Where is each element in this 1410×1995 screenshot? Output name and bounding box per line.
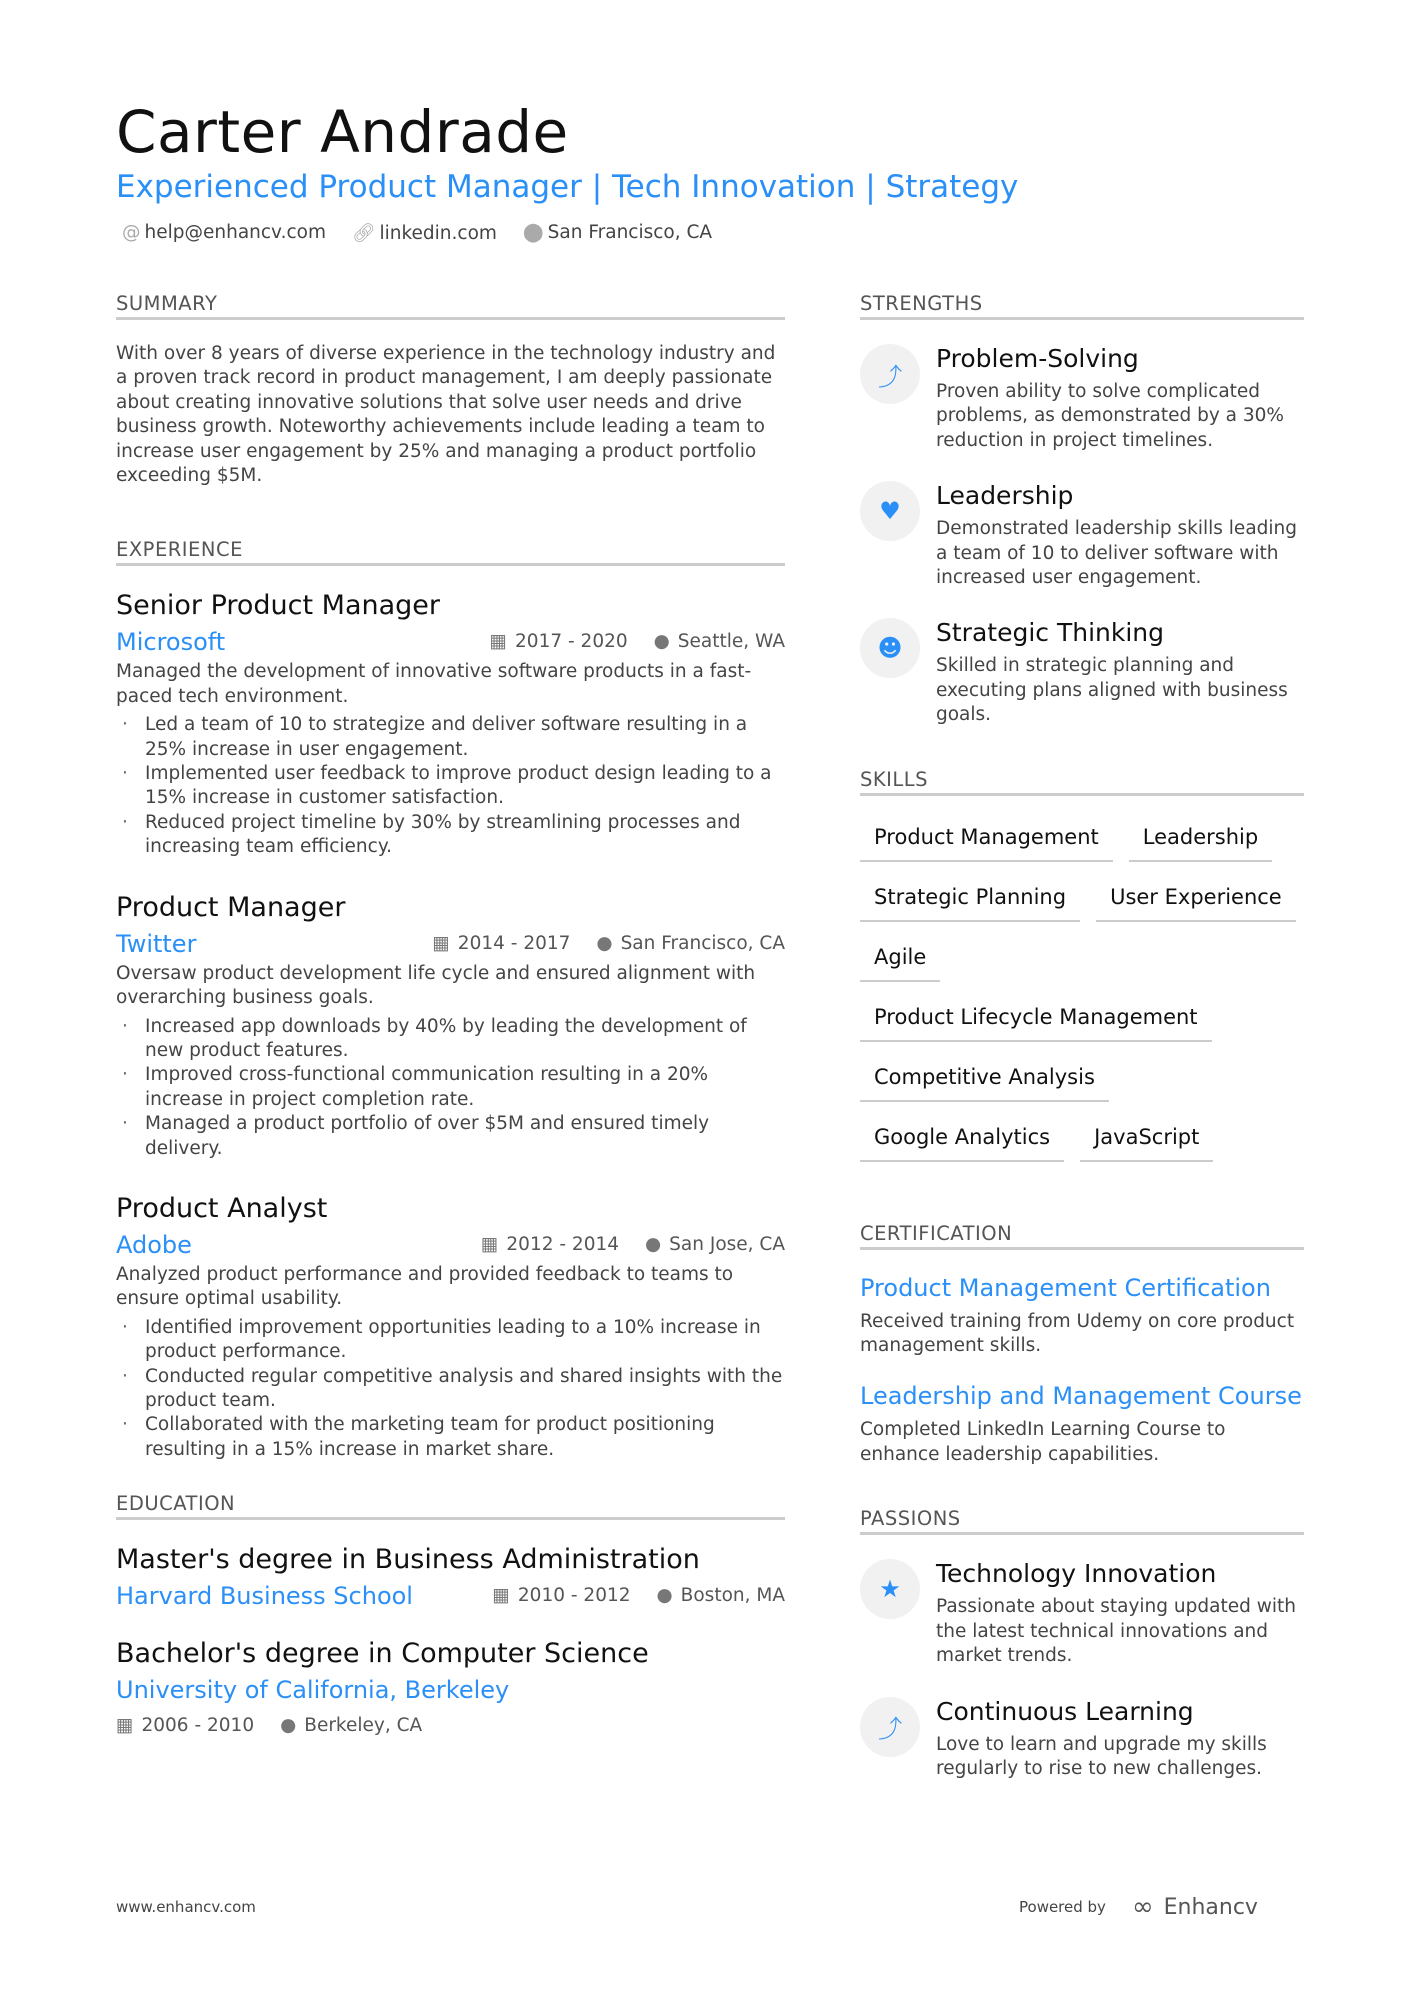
calendar-icon: ▦ (492, 1585, 510, 1607)
school-name: University of California, Berkeley (116, 1676, 510, 1705)
job-bullet: · Managed a product portfolio of over $5M and ensured timely delivery. (116, 1112, 785, 1161)
summary-text: With over 8 years of diverse experience in the technology industry and a proven track record in product management, I am deeply passionate about creating innovative solutions that solve user needs and drive business growth. Noteworthy achievements include leading a team to increase user engagement by 25% and managing a product portfolio exceeding $5M. (116, 343, 776, 487)
company-name: Twitter (116, 929, 197, 958)
at-icon: @ (122, 222, 141, 243)
job-bullet: · Collaborated with the marketing team for product positioning resulting in a 15% increase in market share. (116, 1413, 785, 1462)
location-pin-icon: ● (596, 932, 613, 954)
skill-tag: Product Management (860, 818, 1113, 862)
experience-entry (116, 1191, 785, 1462)
edu-location: Berkeley, CA (304, 1715, 423, 1737)
section-title: STRENGTHS (860, 292, 1304, 320)
location-contact (523, 222, 712, 244)
calendar-icon: ▦ (432, 932, 450, 954)
resume-header (116, 96, 1316, 244)
degree: Bachelor's degree in Computer Science (116, 1638, 649, 1670)
candidate-name: Carter Andrade (116, 98, 569, 166)
powered-by (1019, 1892, 1258, 1922)
location-text: San Francisco, CA (547, 222, 713, 243)
passions-text: Love to learn and upgrade my skills regularly to rise to new challenges. (936, 1733, 1267, 1779)
calendar-icon: ▦ (480, 1233, 499, 1255)
job-dates: 2014 - 2017 (457, 932, 571, 954)
job-bullet: · Reduced project timeline by 30% by streamlining processes and increasing team efficiency. (116, 811, 785, 860)
job-description: Oversaw product development life cycle and ensured alignment with overarching business goals. (116, 962, 756, 1009)
skill-tag: JavaScript (1080, 1118, 1213, 1162)
passions-item (860, 1557, 1304, 1668)
enhancv-logo (1132, 1892, 1258, 1922)
education-section (116, 1492, 785, 1744)
job-dates: 2012 - 2014 (506, 1233, 620, 1255)
passions-item (860, 1695, 1304, 1782)
passions-title: Continuous Learning (936, 1696, 1194, 1726)
job-location: San Jose, CA (669, 1233, 785, 1255)
linkedin-text: linkedin.com (379, 223, 497, 244)
job-bullet: · Improved cross-functional communication resulting in a 20% increase in project completion rate. (116, 1063, 785, 1112)
passions-section (860, 1507, 1304, 1781)
strengths-section (860, 292, 1304, 728)
experience-section (116, 538, 785, 1462)
passions-title: Technology Innovation (936, 1559, 1217, 1589)
email-contact[interactable] (122, 222, 326, 244)
brand-text: Enhancv (1163, 1894, 1258, 1920)
location-pin-icon: ● (656, 1585, 673, 1607)
job-dates: 2017 - 2020 (515, 631, 628, 653)
certification-text: Completed LinkedIn Learning Course to enhance leadership capabilities. (860, 1419, 1226, 1465)
enhancv-logo-icon: ∞ (1131, 1892, 1154, 1922)
strengths-item (860, 342, 1304, 453)
head-icon: ☻ (860, 618, 920, 678)
skill-tag: User Experience (1096, 878, 1296, 922)
edu-dates: 2010 - 2012 (517, 1585, 631, 1607)
linkedin-contact[interactable] (352, 222, 497, 244)
website-link[interactable]: www.enhancv.com (116, 1898, 256, 1916)
candidate-title: Experienced Product Manager | Tech Innovation | Strategy (116, 169, 1019, 205)
certification-section (860, 1222, 1304, 1468)
skill-tag: Google Analytics (860, 1118, 1064, 1162)
strategy-icon: ⤴ (860, 1697, 920, 1757)
section-title: SKILLS (860, 768, 1304, 796)
right-column (860, 292, 1304, 1807)
edu-location: Boston, MA (680, 1585, 785, 1607)
certification-item (860, 1380, 1304, 1467)
contact-info (116, 222, 1316, 244)
strengths-text: Skilled in strategic planning and executing plans aligned with business goals. (936, 655, 1288, 726)
strengths-title: Problem-Solving (936, 344, 1139, 373)
strategy-icon: ⤴ (860, 344, 920, 404)
location-pin-icon: ● (280, 1715, 297, 1737)
strengths-text: Proven ability to solve complicated problems, as demonstrated by a 30% reduction in project timelines. (936, 381, 1284, 451)
job-bullet: · Implemented user feedback to improve product design leading to a 15% increase in customer satisfaction. (116, 762, 785, 811)
company-name: Adobe (116, 1230, 192, 1259)
section-title: SUMMARY (116, 292, 785, 320)
certification-item (860, 1272, 1304, 1359)
education-entry (116, 1636, 785, 1744)
powered-by-text: Powered by (1019, 1898, 1106, 1916)
job-bullet: · Increased app downloads by 40% by leading the development of new product features. (116, 1015, 785, 1064)
strengths-title: Strategic Thinking (936, 618, 1165, 648)
section-title: EDUCATION (116, 1492, 785, 1520)
company-name: Microsoft (116, 628, 226, 657)
location-pin-icon: ● (645, 1233, 662, 1255)
calendar-icon: ▦ (489, 631, 508, 653)
strengths-title: Leadership (936, 481, 1074, 511)
job-bullet: · Identified improvement opportunities leading to a 10% increase in product performance. (116, 1316, 785, 1365)
job-location: San Francisco, CA (620, 932, 785, 954)
calendar-icon: ▦ (116, 1715, 134, 1737)
skill-tag: Leadership (1129, 818, 1272, 862)
certification-title: Product Management Certification (860, 1273, 1271, 1302)
location-pin-icon: ⬤ (522, 222, 544, 243)
skill-tag: Competitive Analysis (860, 1058, 1109, 1102)
summary-section (116, 292, 785, 488)
job-bullet: · Led a team of 10 to strategize and deliver software resulting in a 25% increase in user engagement. (116, 713, 785, 762)
strengths-text: Demonstrated leadership skills leading a team of 10 to deliver software with increased user engagement. (936, 518, 1298, 589)
section-title: CERTIFICATION (860, 1222, 1304, 1250)
skills-section (860, 768, 1304, 1162)
education-entry (116, 1542, 785, 1614)
link-icon: 🔗︎ (351, 223, 376, 244)
location-pin-icon: ● (653, 631, 670, 653)
section-title: PASSIONS (860, 1507, 1304, 1535)
experience-entry (116, 890, 785, 1161)
degree: Master's degree in Business Administration (116, 1544, 700, 1576)
job-description: Managed the development of innovative software products in a fast-paced tech environment. (116, 661, 752, 707)
skill-tag: Agile (860, 938, 940, 982)
left-column (116, 292, 785, 1766)
job-title: Product Manager (116, 891, 346, 923)
passions-text: Passionate about staying updated with the latest technical innovations and market trends. (936, 1596, 1296, 1667)
skill-tag: Strategic Planning (860, 878, 1080, 922)
certification-text: Received training from Udemy on core product management skills. (860, 1310, 1295, 1357)
strengths-item (860, 616, 1304, 727)
edu-dates: 2006 - 2010 (141, 1715, 255, 1737)
email-text: help@enhancv.com (144, 222, 326, 243)
certification-title: Leadership and Management Course (860, 1382, 1302, 1411)
strengths-item (860, 479, 1304, 590)
experience-entry (116, 588, 785, 859)
skill-tag: Product Lifecycle Management (860, 998, 1212, 1042)
school-name: Harvard Business School (116, 1582, 413, 1611)
job-title: Senior Product Manager (116, 590, 441, 622)
section-title: EXPERIENCE (116, 538, 785, 566)
job-location: Seattle, WA (677, 631, 785, 653)
job-description: Analyzed product performance and provided feedback to teams to ensure optimal usability. (116, 1263, 734, 1310)
job-bullet: · Conducted regular competitive analysis and shared insights with the product team. (116, 1365, 785, 1414)
star-icon: ★ (860, 1559, 920, 1619)
job-title: Product Analyst (116, 1192, 328, 1224)
heart-icon: ♥ (860, 481, 920, 541)
